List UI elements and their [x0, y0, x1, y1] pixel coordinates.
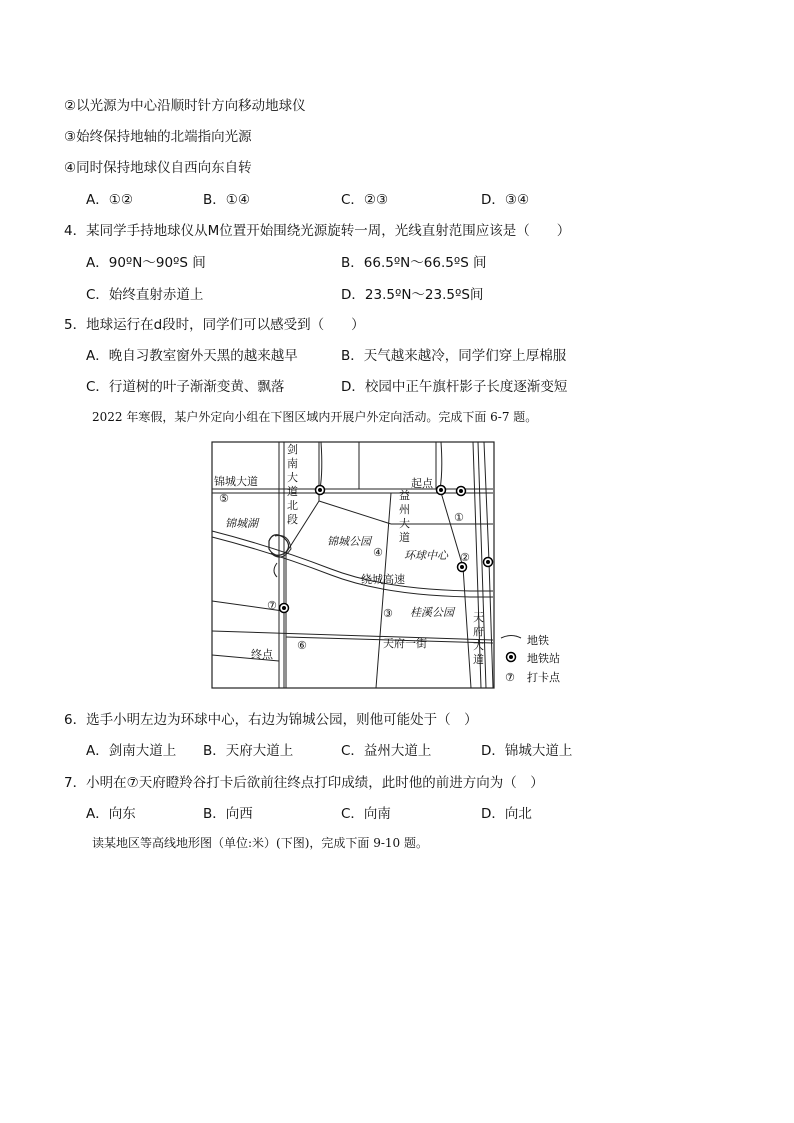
svg-text:南: 南 — [287, 457, 298, 470]
label-guixi-park: 桂溪公园 — [410, 606, 454, 619]
q5-stem: 5．地球运行在d段时，同学们可以感受到（ ） — [64, 317, 365, 333]
q5-option-b: B．天气越来越冷，同学们穿上厚棉服 — [341, 348, 567, 364]
q6-option-a: A．剑南大道上 — [86, 743, 177, 759]
checkpoint-4: ④ — [373, 546, 383, 559]
statement-3: ③始终保持地轴的北端指向光源 — [64, 129, 252, 145]
q4-option-b: B．66.5ºN～66.5ºS 间 — [341, 255, 487, 271]
svg-text:道: 道 — [399, 531, 410, 544]
q3-option-b: B．①④ — [203, 192, 250, 208]
statement-4: ④同时保持地球仪自西向东自转 — [64, 160, 252, 176]
q7-option-a: A．向东 — [86, 806, 136, 822]
checkpoint-6: ⑥ — [297, 639, 307, 652]
q4-option-c: C．始终直射赤道上 — [86, 287, 204, 303]
label-jiannan-1: 剑 — [287, 443, 298, 456]
label-start: 起点 — [411, 477, 433, 490]
label-yizhou-1: 益 — [399, 489, 410, 502]
q5-option-a: A．晚自习教室窗外天黑的越来越早 — [86, 348, 298, 364]
label-lake: 锦城湖 — [225, 517, 258, 530]
orienteering-map — [211, 441, 597, 689]
svg-text:大: 大 — [287, 471, 298, 484]
map-legend — [501, 633, 561, 684]
label-global-center: 环球中心 — [404, 549, 448, 562]
q3-option-a: A．①② — [86, 192, 133, 208]
svg-text:府: 府 — [473, 625, 484, 638]
q7-option-b: B．向西 — [203, 806, 253, 822]
svg-text:大: 大 — [399, 517, 410, 530]
q6-option-b: B．天府大道上 — [203, 743, 294, 759]
q7-option-c: C．向南 — [341, 806, 391, 822]
checkpoint-7: ⑦ — [267, 599, 277, 612]
legend-checkpoint: 打卡点 — [527, 671, 560, 684]
statement-2: ②以光源为中心沿顺时针方向移动地球仪 — [64, 98, 306, 114]
svg-text:段: 段 — [287, 513, 298, 526]
checkpoint-2: ② — [460, 551, 470, 564]
section-intro-9-10: 读某地区等高线地形图（单位:米）(下图)，完成下面 9-10 题。 — [92, 836, 428, 850]
metro-legend-icon — [501, 636, 521, 639]
svg-text:道: 道 — [287, 485, 298, 498]
svg-text:大: 大 — [473, 639, 484, 652]
label-jincheng-avenue: 锦城大道 — [214, 475, 258, 488]
label-jincheng-park: 锦城公园 — [327, 535, 371, 548]
q4-stem: 4．某同学手持地球仪从M位置开始围绕光源旋转一周，光线直射范围应该是（ ） — [64, 223, 571, 239]
q4-option-a: A．90ºN～90ºS 间 — [86, 255, 206, 271]
q5-option-d: D．校园中正午旗杆影子长度逐渐变短 — [341, 379, 568, 395]
svg-text:道: 道 — [473, 653, 484, 666]
label-end: 终点 — [251, 648, 273, 661]
q3-option-c: C．②③ — [341, 192, 389, 208]
q6-option-d: D．锦城大道上 — [481, 743, 573, 759]
section-intro-6-7: 2022 年寒假，某户外定向小组在下图区域内开展户外定向活动。完成下面 6-7 题。 — [92, 410, 538, 424]
label-tianfu-1: 天 — [473, 611, 484, 624]
q7-stem: 7．小明在⑦天府瞪羚谷打卡后欲前往终点打印成绩，此时他的前进方向为（ ） — [64, 775, 544, 791]
label-tianfu-1st-street: 天府一街 — [383, 637, 427, 650]
svg-text:北: 北 — [287, 499, 298, 512]
metro-line-a — [320, 442, 322, 489]
metro-station-icon — [280, 486, 493, 613]
checkpoint-5: ⑤ — [219, 492, 229, 505]
checkpoint-1: ① — [454, 511, 464, 524]
legend-checkpoint-symbol: ⑦ — [505, 671, 515, 684]
q6-stem: 6．选手小明左边为环球中心，右边为锦城公园，则他可能处于（ ） — [64, 712, 478, 728]
q3-option-d: D．③④ — [481, 192, 530, 208]
q6-option-c: C．益州大道上 — [341, 743, 432, 759]
q4-option-d: D．23.5ºN～23.5ºS间 — [341, 287, 484, 303]
svg-text:州: 州 — [399, 503, 410, 516]
label-ring-expressway: 绕城高速 — [361, 573, 405, 586]
checkpoint-3: ③ — [383, 607, 393, 620]
legend-metro: 地铁 — [527, 634, 549, 647]
q7-option-d: D．向北 — [481, 806, 532, 822]
legend-station: 地铁站 — [527, 652, 560, 665]
q5-option-c: C．行道树的叶子渐渐变黄、飘落 — [86, 379, 285, 395]
